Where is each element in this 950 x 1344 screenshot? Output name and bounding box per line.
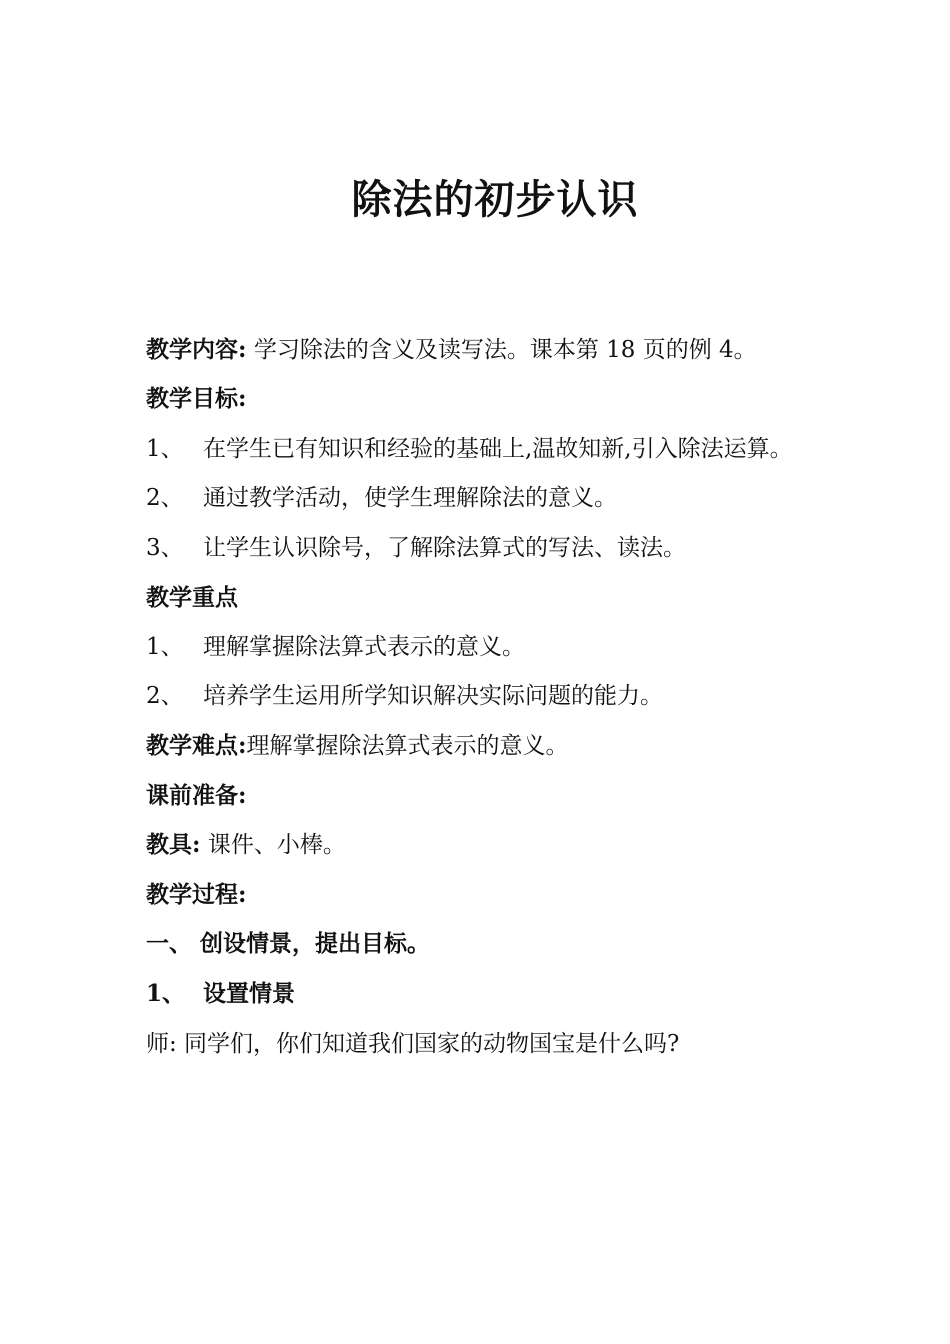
key-point-number: 1、 bbox=[146, 634, 184, 660]
sub-section-heading bbox=[146, 978, 295, 1010]
section-one-heading: 一、 创设情景，提出目标。 bbox=[146, 930, 431, 957]
content-label: 教学内容: bbox=[146, 336, 247, 363]
goal-text: 让学生认识除号，了解除法算式的写法、读法。 bbox=[203, 535, 686, 561]
goal-item bbox=[146, 433, 793, 465]
key-point-item bbox=[146, 631, 525, 663]
preparation-heading: 课前准备: bbox=[146, 782, 247, 809]
goal-number: 1、 bbox=[146, 436, 184, 462]
tools-text: 课件、小棒。 bbox=[207, 832, 346, 858]
difficulty-text: 理解掌握除法算式表示的意义。 bbox=[246, 733, 569, 759]
goal-text: 通过教学活动，使学生理解除法的意义。 bbox=[203, 485, 617, 511]
process-heading: 教学过程: bbox=[146, 881, 247, 908]
key-point-item bbox=[146, 680, 663, 712]
teacher-line: 师: 同学们，你们知道我们国家的动物国宝是什么吗? bbox=[146, 1031, 680, 1057]
goal-item bbox=[146, 532, 686, 564]
tools-label: 教具: bbox=[146, 831, 201, 858]
content-line bbox=[146, 334, 757, 366]
difficulty-line bbox=[146, 730, 569, 762]
goal-text: 在学生已有知识和经验的基础上,温故知新,引入除法运算。 bbox=[203, 436, 793, 462]
sub-section-number: 1、 bbox=[146, 980, 186, 1007]
document-title: 除法的初步认识 bbox=[351, 176, 639, 223]
goals-heading: 教学目标: bbox=[146, 385, 247, 412]
goal-item bbox=[146, 482, 617, 514]
goal-number: 3、 bbox=[146, 535, 184, 561]
content-text: 学习除法的含义及读写法。课本第 18 页的例 4。 bbox=[253, 337, 757, 363]
difficulty-label: 教学难点: bbox=[146, 732, 247, 759]
key-point-text: 培养学生运用所学知识解决实际问题的能力。 bbox=[203, 683, 663, 709]
key-point-number: 2、 bbox=[146, 683, 184, 709]
key-point-text: 理解掌握除法算式表示的意义。 bbox=[203, 634, 525, 660]
key-points-heading: 教学重点 bbox=[146, 584, 238, 611]
goal-number: 2、 bbox=[146, 485, 184, 511]
sub-section-text: 设置情景 bbox=[203, 980, 295, 1007]
tools-line bbox=[146, 829, 346, 861]
